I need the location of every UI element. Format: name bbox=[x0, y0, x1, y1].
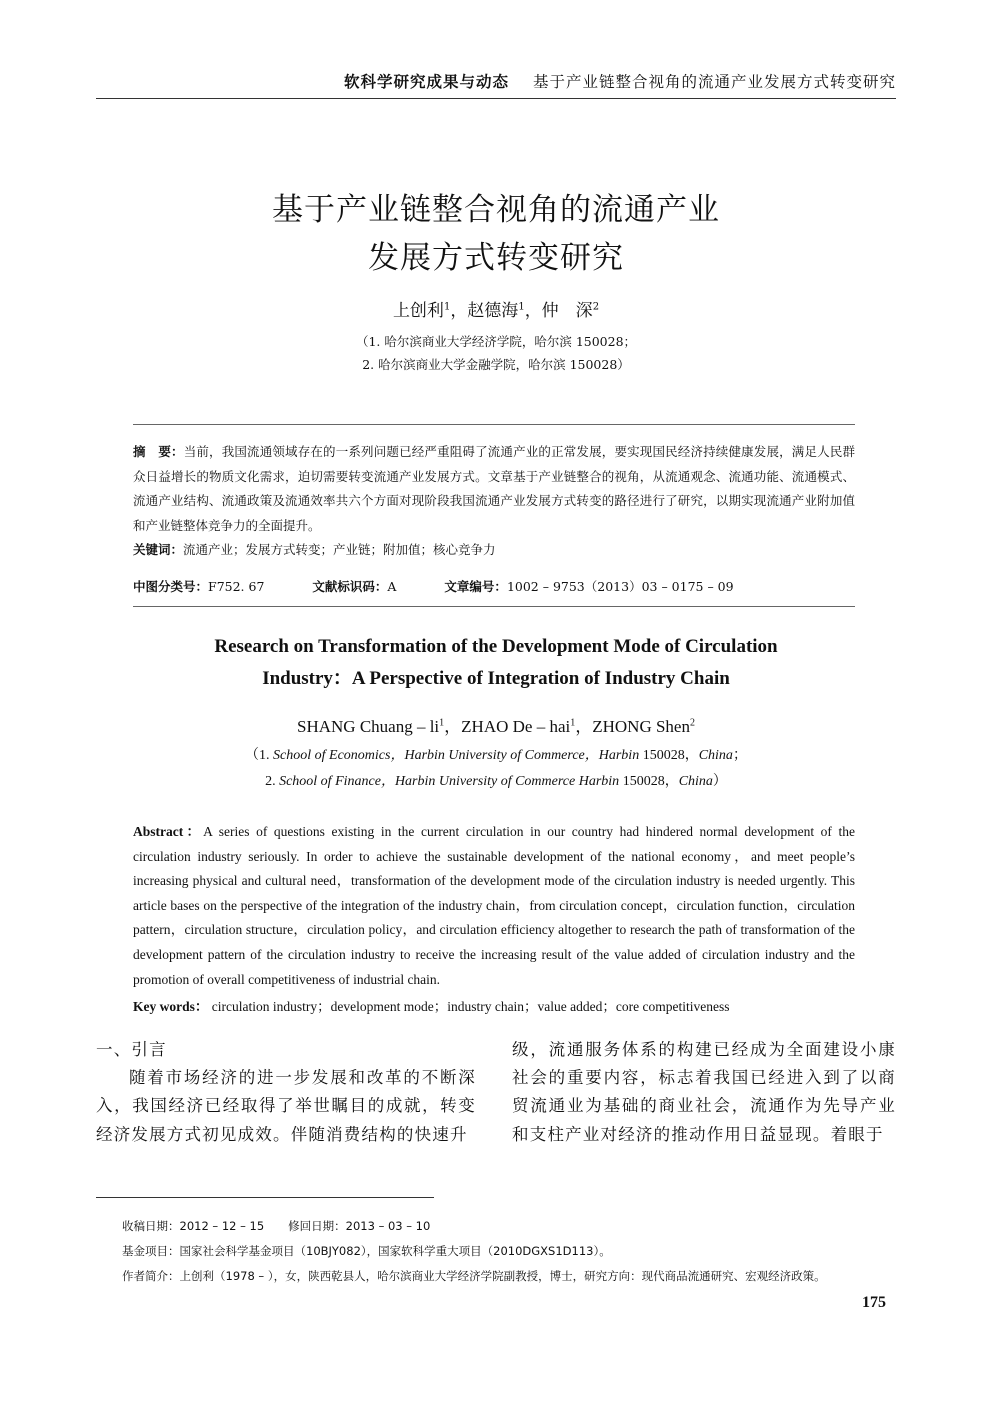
footnote-fund: 基金项目：国家社会科学基金项目（10BJY082），国家软科学重大项目（2010DGXS1D113）。 bbox=[122, 1244, 611, 1258]
author-en-2: ，ZHAO De – hai bbox=[444, 717, 571, 736]
title-en-line-1: Research on Transformation of the Development Mode of Circulation bbox=[214, 636, 778, 657]
article-no-label: 文章编号： bbox=[444, 579, 507, 594]
affiliation-en-1 bbox=[96, 743, 896, 769]
abstract-en-text: A series of questions existing in the current circulation in our country had hindered normal development of the circulation industry seriously. In order to achieve the sustainable development of the national economy，and meet people’s increasing physical and cultural need，transformation of the development mode of the circulation industry is needed urgently. This article bases on the perspective of the integration of the industry chain，from circulation concept，circulation function，circulation pattern，circulation structure，circulation policy，and circulation efficiency altogether to research the path of transformation of the development pattern of the circulation industry to receive the increasing result of the value added of circulation industry and the promotion of overall competitiveness of industrial chain. bbox=[133, 824, 855, 987]
keywords-cn-text: 流通产业；发展方式转变；产业链；附加值；核心竞争力 bbox=[183, 542, 496, 557]
affiliation-cn-1: （1. 哈尔滨商业大学经济学院，哈尔滨 150028； bbox=[355, 334, 637, 349]
affil-en-1-school: School of Economics，Harbin University of Commerce，Harbin bbox=[273, 748, 640, 763]
author-2-sup: 1 bbox=[518, 301, 525, 313]
author-1-sup: 1 bbox=[443, 301, 451, 313]
authors-cn bbox=[96, 296, 896, 321]
keywords-en-label: Key words： bbox=[133, 999, 209, 1014]
journal-section: 软科学研究成果与动态 bbox=[344, 73, 510, 91]
header-rule bbox=[96, 98, 896, 99]
affiliations-cn bbox=[96, 330, 896, 376]
affil-en-1-country: China bbox=[698, 748, 733, 763]
author-en-3-sup: 2 bbox=[689, 717, 695, 729]
author-3: ，仲 深 bbox=[524, 301, 593, 321]
clc-label: 中图分类号： bbox=[133, 579, 209, 594]
keywords-cn bbox=[133, 538, 855, 563]
authors-en bbox=[96, 712, 896, 737]
affil-en-2-school: School of Finance，Harbin University of Commerce Harbin bbox=[279, 774, 620, 789]
affil-en-2-close: ） bbox=[712, 774, 727, 789]
keywords-en bbox=[133, 995, 855, 1015]
abstract-en bbox=[133, 820, 855, 992]
abstract-en-label: Abstract： bbox=[133, 824, 204, 839]
author-en-3: ，ZHONG Shen bbox=[575, 717, 690, 736]
running-title: 基于产业链整合视角的流通产业发展方式转变研究 bbox=[532, 73, 896, 91]
classification-line bbox=[133, 577, 855, 595]
affil-en-1-close: ； bbox=[732, 748, 747, 763]
body-column-left bbox=[96, 1036, 476, 1149]
article-title-en bbox=[96, 631, 896, 695]
author-en-1: SHANG Chuang – li bbox=[297, 717, 440, 736]
body-paragraph-2: 级，流通服务体系的构建已经成为全面建设小康社会的重要内容，标志着我国已经进入到了以商贸流通业为基础的商业社会，流通作为先导产业和支柱产业对经济的推动作用日益显现。着眼于 bbox=[512, 1040, 896, 1144]
footnote-rule bbox=[96, 1197, 434, 1198]
page-number: 175 bbox=[862, 1294, 886, 1311]
author-1: 上创利 bbox=[392, 301, 444, 321]
affil-en-2-zip: 150028， bbox=[619, 774, 679, 789]
author-en-2-sup: 1 bbox=[570, 717, 576, 729]
article-no-value: 1002 – 9753（2013）03 – 0175 – 09 bbox=[506, 579, 734, 594]
author-3-sup: 2 bbox=[592, 301, 600, 313]
abstract-cn bbox=[133, 440, 855, 563]
body-paragraph-1: 随着市场经济的进一步发展和改革的不断深入，我国经济已经取得了举世瞩目的成就，转变经济发展方式初见成效。伴随消费结构的快速升 bbox=[96, 1068, 476, 1144]
running-header bbox=[96, 70, 896, 98]
keywords-en-text: circulation industry；development mode；industry chain；value added；core competitiveness bbox=[211, 999, 730, 1014]
abstract-cn-text: 当前，我国流通领域存在的一系列问题已经严重阻碍了流通产业的正常发展，要实现国民经济持续健康发展，满足人民群众日益增长的物质文化需求，迫切需要转变流通产业发展方式。文章基于产业链整合的视角，从流通观念、流通功能、流通模式、流通产业结构、流通政策及流通效率共六个方面对现阶段我国流通产业发展方式转变的路径进行了研究，以期实现流通产业附加值和产业链整体竞争力的全面提升。 bbox=[133, 444, 855, 533]
title-en-line-2: Industry：A Perspective of Integration of Industry Chain bbox=[262, 668, 730, 689]
title-line-2: 发展方式转变研究 bbox=[368, 240, 624, 276]
abstract-bottom-rule bbox=[133, 606, 855, 607]
affil-en-1-open: （1. bbox=[245, 748, 274, 763]
doc-code-value: A bbox=[387, 579, 397, 594]
author-2: ，赵德海 bbox=[450, 301, 519, 321]
abstract-cn-label: 摘 要： bbox=[133, 444, 184, 459]
footnote-dates bbox=[122, 1218, 896, 1234]
doc-code-label: 文献标识码： bbox=[312, 579, 388, 594]
body-column-right bbox=[512, 1036, 896, 1149]
affil-en-1-zip: 150028， bbox=[639, 748, 699, 763]
article-title bbox=[96, 186, 896, 282]
keywords-cn-label: 关键词： bbox=[133, 542, 184, 557]
revised-date: 修回日期：2013 – 03 – 10 bbox=[288, 1219, 431, 1233]
received-date: 收稿日期：2012 – 12 – 15 bbox=[122, 1219, 265, 1233]
abstract-top-rule bbox=[133, 424, 855, 425]
clc-value: F752. 67 bbox=[208, 579, 265, 594]
affiliation-cn-2: 2. 哈尔滨商业大学金融学院，哈尔滨 150028） bbox=[362, 357, 630, 372]
author-en-1-sup: 1 bbox=[439, 717, 445, 729]
affil-en-2-country: China bbox=[678, 774, 713, 789]
title-line-1: 基于产业链整合视角的流通产业 bbox=[272, 192, 720, 228]
affil-en-2-open: 2. bbox=[265, 774, 280, 789]
section-heading: 一、引言 bbox=[96, 1040, 167, 1059]
affiliation-en-2 bbox=[96, 769, 896, 795]
footnote-author: 作者简介：上创利（1978 – ），女，陕西乾县人，哈尔滨商业大学经济学院副教授，博士，研究方向：现代商品流通研究、宏观经济政策。 bbox=[122, 1269, 826, 1283]
affiliations-en bbox=[96, 743, 896, 795]
